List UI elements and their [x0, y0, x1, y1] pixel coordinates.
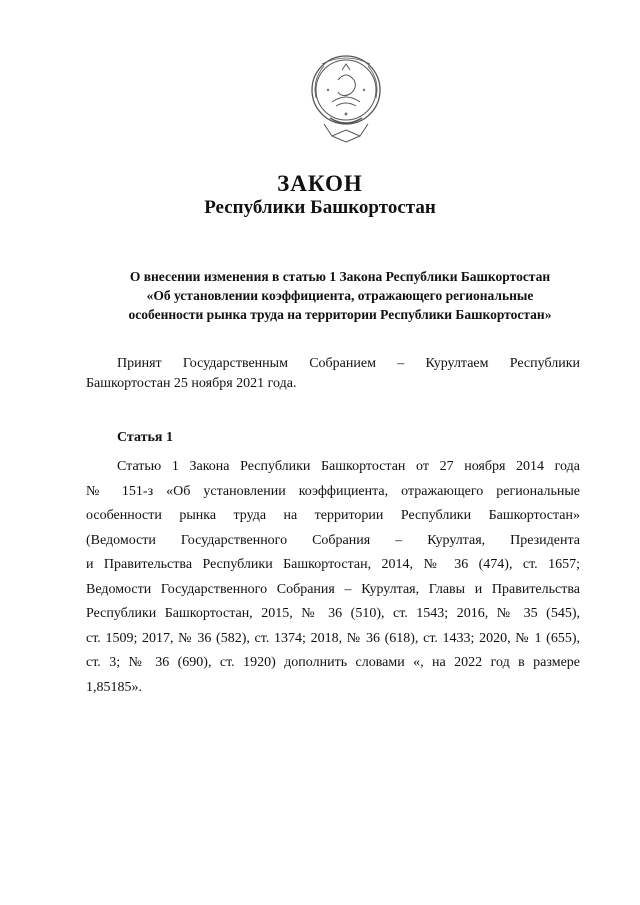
- adoption-statement: [86, 354, 580, 394]
- article-line: (Ведомости Государственного Собрания – Курултая, Президента: [86, 532, 580, 548]
- article-line: Ведомости Государственного Собрания – Курултая, Главы и Правительства: [86, 581, 580, 597]
- law-heading-line: О внесении изменения в статью 1 Закона Республики Башкортостан: [129, 269, 551, 284]
- adoption-line: Башкортостан 25 ноября 2021 года.: [86, 376, 297, 391]
- law-heading: [100, 267, 580, 324]
- article-line: № 151-з «Об установлении коэффициента, отражающего региональные: [86, 483, 580, 499]
- document-title: ЗАКОН: [277, 171, 363, 196]
- adoption-line: Принят Государственным Собранием – Курултаем Республики: [117, 356, 580, 371]
- article-line: особенности рынка труда на территории Республики Башкортостан»: [86, 508, 580, 523]
- article-line: и Правительства Республики Башкортостан, 2014, № 36 (474), ст. 1657;: [86, 557, 580, 572]
- article-line: ст. 3; № 36 (690), ст. 1920) дополнить словами «, на 2022 год в размере: [86, 655, 580, 670]
- law-heading-line: особенности рынка труда на территории Республики Башкортостан»: [128, 307, 552, 322]
- article-body: [86, 455, 580, 700]
- article-title: Статья 1: [117, 430, 173, 445]
- article-line: Республики Башкортостан, 2015, № 36 (510), ст. 1543; 2016, № 35 (545),: [86, 606, 580, 621]
- document-subtitle: Республики Башкортостан: [204, 197, 436, 218]
- article-line: ст. 1509; 2017, № 36 (582), ст. 1374; 2018, № 36 (618), ст. 1433; 2020, № 1 (655),: [86, 630, 580, 646]
- article-line: Статью 1 Закона Республики Башкортостан от 27 ноября 2014 года: [117, 459, 580, 474]
- coat-of-arms-icon: [302, 50, 390, 144]
- article-line: 1,85185».: [86, 679, 142, 695]
- law-heading-line: «Об установлении коэффициента, отражающего региональные: [146, 288, 534, 303]
